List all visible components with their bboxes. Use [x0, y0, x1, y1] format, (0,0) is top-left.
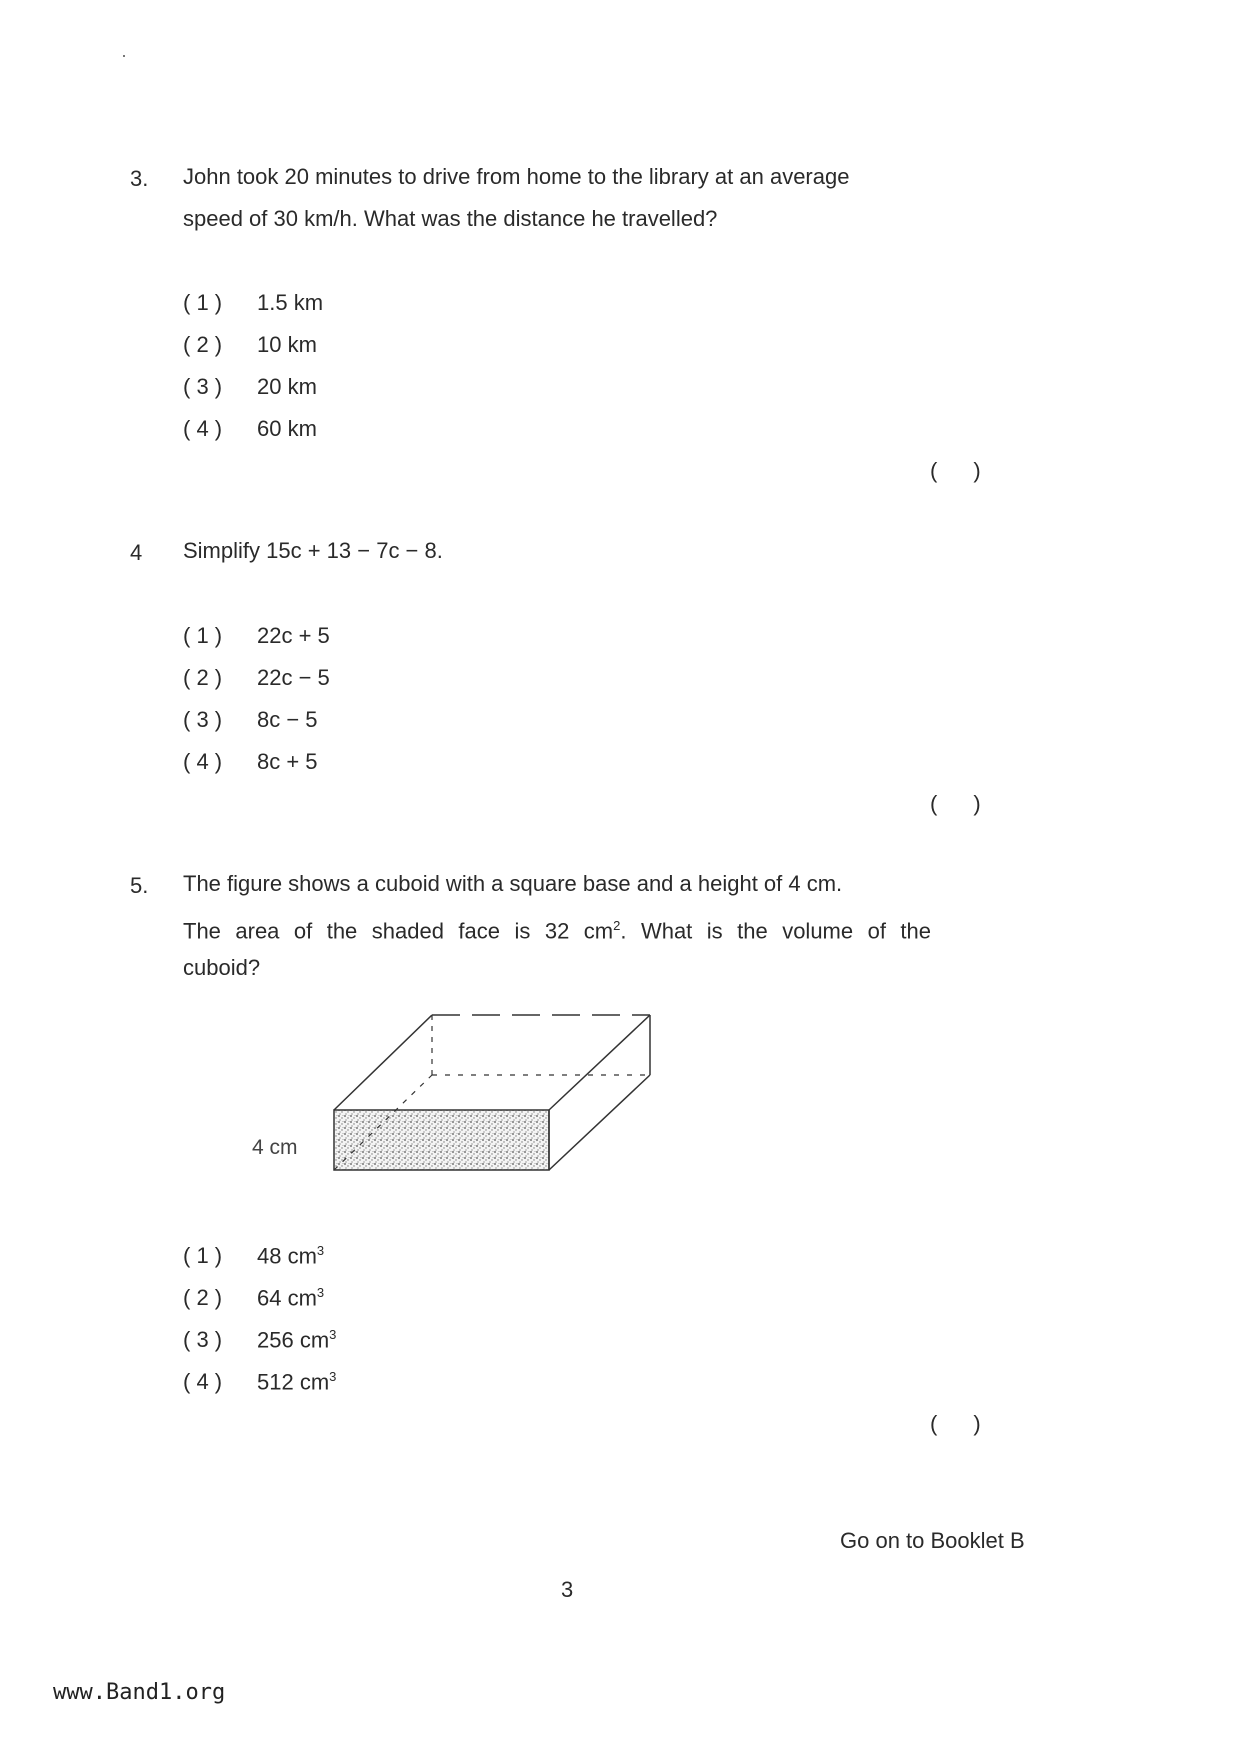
option-label: ( 1 )	[183, 290, 223, 315]
option-label: ( 2 )	[183, 332, 223, 357]
option-text: 256 cm	[257, 1327, 330, 1353]
question-5-option-2[interactable]	[183, 1285, 324, 1311]
option-label: ( 1 )	[183, 1243, 223, 1269]
option-text: 8c + 5	[257, 749, 318, 774]
answer-open-paren: (	[930, 791, 938, 816]
option-label: ( 3 )	[183, 374, 223, 399]
question-4-option-2[interactable]	[183, 665, 330, 691]
option-text: 8c − 5	[257, 707, 318, 732]
question-3-option-4[interactable]	[183, 416, 317, 442]
option-label: ( 2 )	[183, 665, 223, 690]
go-on-instruction: Go on to Booklet B	[840, 1528, 1025, 1553]
question-4-answer-box[interactable]	[930, 791, 981, 817]
question-5-option-3[interactable]	[183, 1327, 336, 1353]
option-label: ( 2 )	[183, 1285, 223, 1311]
website-watermark: www.Band1.org	[53, 1680, 226, 1705]
cuboid-figure	[320, 995, 660, 1190]
option-sup: 3	[316, 1243, 325, 1258]
option-text: 48 cm	[257, 1243, 317, 1269]
q5-line2-text-end: . What is the volume of the	[620, 918, 931, 944]
question-4-text: Simplify 15c + 13 − 7c − 8.	[183, 538, 443, 563]
q5-line2-sup: 2	[613, 918, 621, 933]
option-sup: 3	[329, 1327, 337, 1342]
question-4-option-1[interactable]	[183, 623, 330, 649]
option-sup: 3	[329, 1369, 337, 1384]
question-4-option-4[interactable]	[183, 749, 318, 775]
question-3-option-2[interactable]	[183, 332, 317, 358]
option-label: ( 4 )	[183, 416, 223, 441]
option-text: 60 km	[257, 416, 317, 441]
option-label: ( 1 )	[183, 623, 223, 648]
page-number: 3	[561, 1577, 574, 1602]
question-5-number: 5.	[130, 873, 149, 898]
option-text: 512 cm	[257, 1369, 330, 1395]
question-5-text-line3: cuboid?	[183, 955, 261, 980]
answer-close-paren: )	[973, 1411, 981, 1436]
option-text: 64 cm	[257, 1285, 317, 1311]
answer-close-paren: )	[973, 791, 981, 816]
question-3-option-3[interactable]	[183, 374, 317, 400]
question-5-answer-box[interactable]	[930, 1411, 981, 1437]
shaded-front-face	[334, 1110, 549, 1170]
question-3-answer-box[interactable]	[930, 458, 981, 484]
answer-open-paren: (	[930, 1411, 938, 1436]
answer-close-paren: )	[973, 458, 981, 483]
option-label: ( 3 )	[183, 707, 223, 732]
question-3-option-1[interactable]	[183, 290, 323, 316]
option-text: 10 km	[257, 332, 317, 357]
option-label: ( 4 )	[183, 749, 223, 774]
option-label: ( 4 )	[183, 1369, 223, 1395]
question-5-text-line2	[183, 905, 931, 952]
scan-speck	[123, 55, 125, 57]
question-3-text-line1: John took 20 minutes to drive from home to the library at an average	[183, 164, 850, 189]
option-text: 22c + 5	[257, 623, 330, 648]
question-3-text-line2: speed of 30 km/h. What was the distance he travelled?	[183, 206, 718, 231]
option-label: ( 3 )	[183, 1327, 223, 1353]
cuboid-height-label: 4 cm	[252, 1136, 298, 1159]
question-4-option-3[interactable]	[183, 707, 318, 733]
question-3-number: 3.	[130, 166, 149, 191]
option-text: 1.5 km	[257, 290, 324, 315]
option-sup: 3	[316, 1285, 325, 1300]
q5-line2-text: The area of the shaded face is 32 cm	[183, 918, 614, 944]
question-5-option-1[interactable]	[183, 1243, 324, 1269]
option-text: 20 km	[257, 374, 317, 399]
option-text: 22c − 5	[257, 665, 330, 690]
answer-open-paren: (	[930, 458, 938, 483]
question-4-number: 4	[130, 540, 143, 565]
question-5-option-4[interactable]	[183, 1369, 336, 1395]
question-5-text-line1: The figure shows a cuboid with a square base and a height of 4 cm.	[183, 871, 843, 896]
